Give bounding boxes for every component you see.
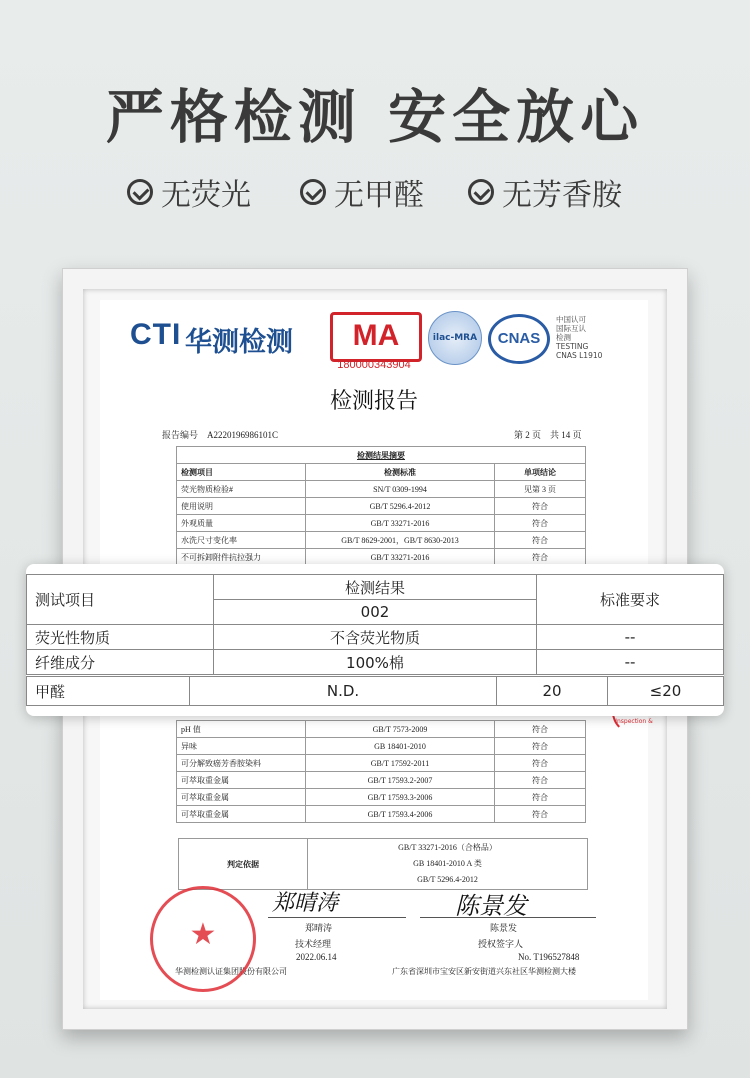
table-row <box>177 772 586 789</box>
table-cell: 使用说明 <box>177 498 306 515</box>
feature-label: 无荧光 <box>161 178 251 213</box>
table-cell: GB/T 17593.4-2006 <box>306 806 495 823</box>
cma-number: 180000343904 <box>337 359 411 371</box>
signature-line <box>268 917 406 918</box>
signer1-name: 郑晴涛 <box>305 923 333 933</box>
table-cell: GB 18401-2010 <box>306 738 495 755</box>
feature-label: 无芳香胺 <box>502 178 622 213</box>
table-row <box>177 447 586 464</box>
table-cell: 符合 <box>495 549 586 566</box>
table-cell: SN/T 0309-1994 <box>306 481 495 498</box>
zoom-table-formaldehyde <box>26 676 724 706</box>
signer1-role: 技术经理 <box>295 939 332 949</box>
table-cell: 100%棉 <box>214 650 537 675</box>
table-cell: 20 <box>497 677 608 706</box>
table-cell: 外观质量 <box>177 515 306 532</box>
col-header: 标准要求 <box>537 575 724 625</box>
table-row <box>177 515 586 532</box>
cnas-logo: CNAS <box>488 314 550 364</box>
table-cell: GB/T 8629-2001，GB/T 8630-2013 <box>306 532 495 549</box>
table-row <box>177 498 586 515</box>
table-row <box>27 575 724 600</box>
signer1-date: 2022.06.14 <box>296 952 337 962</box>
table-cell: 可萃取重金属 <box>177 789 306 806</box>
table-row <box>177 806 586 823</box>
table-row <box>177 721 586 738</box>
table-cell: pH 值 <box>177 721 306 738</box>
table-cell: 甲醛 <box>27 677 190 706</box>
table-row <box>27 650 724 675</box>
table-cell: GB/T 33271-2016 <box>306 515 495 532</box>
report-number: 报告编号 A2220196986101C <box>162 430 279 440</box>
table-cell: GB/T 33271-2016 <box>306 549 495 566</box>
table-cell: ≤20 <box>608 677 724 706</box>
col-header: 检测项目 <box>177 464 306 481</box>
verdict-table <box>178 838 588 890</box>
company-line: 华测检测认证集团股份有限公司 <box>175 967 287 976</box>
table-row <box>177 789 586 806</box>
report-title: 检测报告 <box>329 388 418 413</box>
verdict-standard: GB/T 5296.4-2012 <box>417 875 478 884</box>
table-cell: 符合 <box>495 738 586 755</box>
table-row <box>27 625 724 650</box>
table-cell: 可萃取重金属 <box>177 772 306 789</box>
partial-seal: Inspection & <box>612 690 656 734</box>
lab-address: 广东省深圳市宝安区新安街道兴东社区华测检测大楼 <box>392 967 576 976</box>
feature-no-aromatic-amine <box>468 170 622 214</box>
table-cell: 符合 <box>495 721 586 738</box>
table-cell: 符合 <box>495 772 586 789</box>
table-row <box>179 839 588 890</box>
summary-table-bottom <box>176 720 586 823</box>
table-row <box>177 481 586 498</box>
table-cell: 纤维成分 <box>27 650 214 675</box>
verdict-standard: GB 18401-2010 A 类 <box>413 859 482 868</box>
table-cell: 符合 <box>495 755 586 772</box>
table-cell: 符合 <box>495 532 586 549</box>
table-cell: 符合 <box>495 498 586 515</box>
table-cell: GB/T 17592-2011 <box>306 755 495 772</box>
check-circle-icon <box>468 179 494 205</box>
signature-line <box>420 917 596 918</box>
table-cell: 荧光物质检验# <box>177 481 306 498</box>
table-cell: 荧光性物质 <box>27 625 214 650</box>
col-header: 单项结论 <box>495 464 586 481</box>
table-row <box>177 549 586 566</box>
table-cell: -- <box>537 625 724 650</box>
feature-no-fluorescence <box>127 170 251 214</box>
verdict-standard: GB/T 33271-2016（合格品） <box>398 843 497 852</box>
zoom-table-top <box>26 574 724 675</box>
signer2-number: No. T196527848 <box>518 952 580 962</box>
table-cell: GB/T 7573-2009 <box>306 721 495 738</box>
cnas-info: 中国认可 国际互认 检测 TESTING CNAS L1910 <box>556 315 603 360</box>
cti-logo: CTI <box>130 318 182 351</box>
table-cell: -- <box>537 650 724 675</box>
table-cell: 异味 <box>177 738 306 755</box>
page-number: 第 2 页 共 14 页 <box>514 430 582 440</box>
table-row <box>27 677 724 706</box>
col-header: 测试项目 <box>27 575 214 625</box>
check-circle-icon <box>127 179 153 205</box>
table-cell: 可分解致癌芳香胺染料 <box>177 755 306 772</box>
table-cell: 见第 3 页 <box>495 481 586 498</box>
company-logo-text: 华测检测 <box>185 327 293 358</box>
sample-number: 002 <box>214 600 537 625</box>
table-cell: 水洗尺寸变化率 <box>177 532 306 549</box>
headline: 严格检测 安全放心 <box>105 83 645 151</box>
ilac-mra-logo: ilac-MRA <box>428 311 482 365</box>
table-cell: 不可拆卸附件抗拉强力 <box>177 549 306 566</box>
table-cell: 符合 <box>495 789 586 806</box>
table-cell: 可萃取重金属 <box>177 806 306 823</box>
table-row <box>177 755 586 772</box>
col-header: 检测结果 <box>214 575 537 600</box>
signature-1: 郑晴涛 <box>272 891 339 916</box>
summary-table-top <box>176 446 586 566</box>
table-cell <box>308 839 588 890</box>
table-row <box>177 532 586 549</box>
signer2-role: 授权签字人 <box>478 939 524 949</box>
feature-label: 无甲醛 <box>334 178 424 213</box>
red-company-stamp <box>150 886 256 992</box>
table-cell: 符合 <box>495 806 586 823</box>
col-header: 检测标准 <box>306 464 495 481</box>
table-row <box>177 464 586 481</box>
table-cell: GB/T 17593.3-2006 <box>306 789 495 806</box>
check-circle-icon <box>300 179 326 205</box>
table-cell: 符合 <box>495 515 586 532</box>
cma-logo: MA <box>330 312 422 362</box>
table-cell: 不含荧光物质 <box>214 625 537 650</box>
table-row <box>177 738 586 755</box>
table-cell: GB/T 5296.4-2012 <box>306 498 495 515</box>
zoomed-result-panel <box>26 564 724 716</box>
table-cell: N.D. <box>190 677 497 706</box>
star-icon: ★ <box>189 917 217 952</box>
verdict-label: 判定依据 <box>179 839 308 890</box>
feature-no-formaldehyde <box>300 170 424 214</box>
table-cell: GB/T 17593.2-2007 <box>306 772 495 789</box>
summary-title: 检测结果摘要 <box>177 447 586 464</box>
signature-2: 陈景发 <box>455 892 527 920</box>
signer2-name: 陈景发 <box>490 923 518 933</box>
